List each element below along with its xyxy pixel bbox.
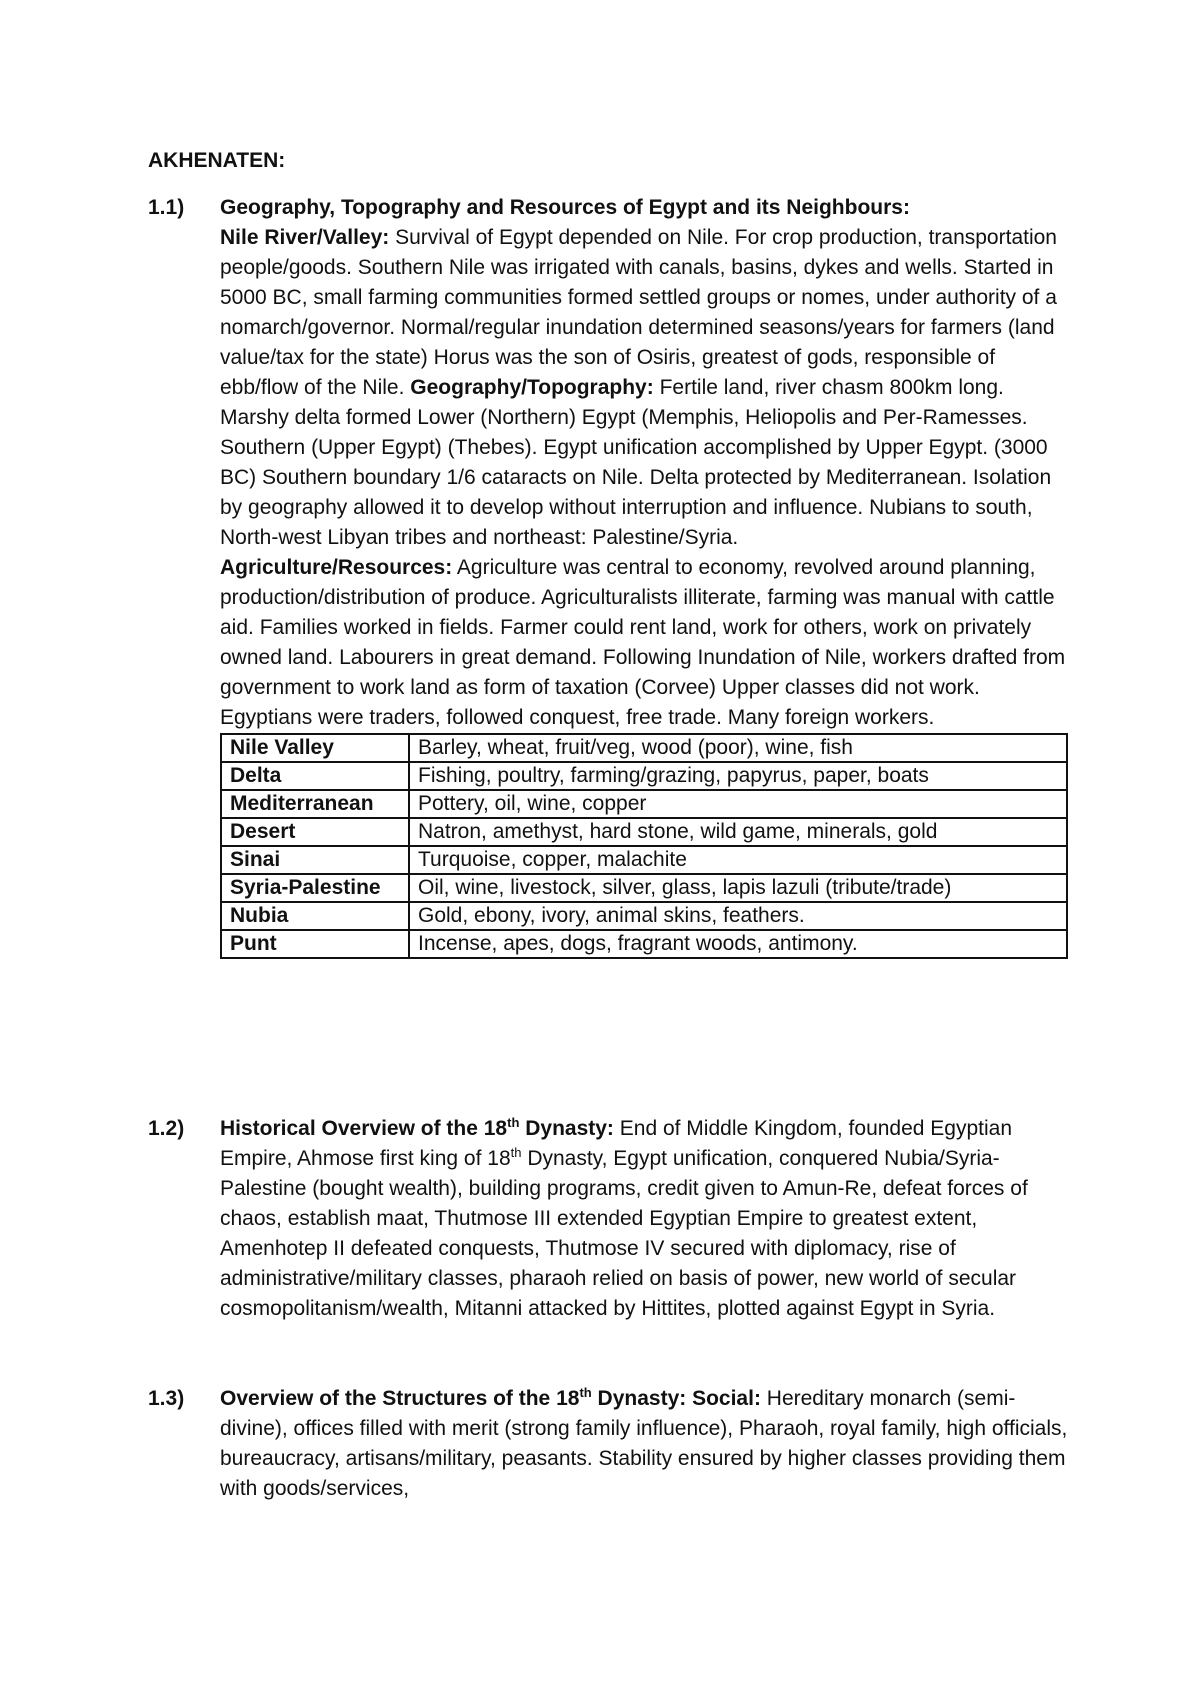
table-cell-resources: Barley, wheat, fruit/veg, wood (poor), wine, fish — [409, 734, 1067, 762]
heading-text: Dynasty: — [519, 1117, 614, 1140]
section-heading — [220, 1387, 761, 1410]
document-title: AKHENATEN: — [148, 149, 286, 172]
heading-text: Dynasty: Social: — [591, 1387, 761, 1410]
table-cell-region: Punt — [221, 930, 409, 958]
section-paragraph — [220, 223, 1068, 553]
table-row — [221, 818, 1067, 846]
section-1-1 — [148, 193, 1068, 959]
section-number: 1.3) — [148, 1387, 185, 1410]
topic-label-geography: Geography/Topography: — [410, 376, 654, 399]
resources-table — [220, 733, 1068, 959]
heading-text: Historical Overview of the 18 — [220, 1117, 508, 1140]
topic-label-nile: Nile River/Valley: — [220, 226, 390, 249]
section-body — [220, 1384, 1068, 1504]
table-cell-resources: Pottery, oil, wine, copper — [409, 790, 1067, 818]
table-cell-resources: Fishing, poultry, farming/grazing, papyrus, paper, boats — [409, 762, 1067, 790]
table-row — [221, 874, 1067, 902]
section-heading — [220, 1117, 614, 1140]
table-cell-region: Mediterranean — [221, 790, 409, 818]
topic-text-geography: Fertile land, river chasm 800km long. Marshy delta formed Lower (Northern) Egypt (Memphis, Heliopolis and Per-Ramesses. Southern (Upper Egypt) (Thebes). Egypt unification accomplished by Upper Egypt. (3000 BC) Southern boundary 1/6 cataracts on Nile. Delta protected by Mediterranean. Isolation by geography allowed it to develop without interruption and influence. Nubians to south, North-west Libyan tribes and northeast: Palestine/Syria. — [220, 376, 1052, 549]
table-cell-resources: Gold, ebony, ivory, animal skins, feathers. — [409, 902, 1067, 930]
table-cell-resources: Incense, apes, dogs, fragrant woods, antimony. — [409, 930, 1067, 958]
table-row — [221, 902, 1067, 930]
topic-text-agriculture: Agriculture was central to economy, revolved around planning, production/distribution of produce. Agriculturalists illiterate, farming was manual with cattle aid. Families worked in fields. Farmer could rent land, work for others, work on privately owned land. Labourers in great demand. Following Inundation of Nile, workers drafted from government to work land as form of taxation (Corvee) Upper classes did not work. Egyptians were traders, followed conquest, free trade. Many foreign workers. — [220, 556, 1066, 729]
table-cell-resources: Oil, wine, livestock, silver, glass, lapis lazuli (tribute/trade) — [409, 874, 1067, 902]
table-cell-region: Syria-Palestine — [221, 874, 409, 902]
table-cell-resources: Turquoise, copper, malachite — [409, 846, 1067, 874]
section-number: 1.1) — [148, 196, 185, 219]
section-number: 1.2) — [148, 1117, 185, 1140]
table-row — [221, 734, 1067, 762]
table-cell-region: Sinai — [221, 846, 409, 874]
section-text: End of Middle Kingdom, founded Egyptian Empire, Ahmose first king of 18 — [220, 1117, 1013, 1170]
heading-superscript: th — [579, 1385, 592, 1400]
section-heading: Geography, Topography and Resources of Egypt and its Neighbours: — [220, 196, 910, 219]
section-paragraph — [220, 553, 1068, 733]
table-cell-region: Nile Valley — [221, 734, 409, 762]
heading-text: Overview of the Structures of the 18 — [220, 1387, 580, 1410]
table-cell-region: Nubia — [221, 902, 409, 930]
topic-label-agriculture: Agriculture/Resources: — [220, 556, 453, 579]
section-text: Dynasty, Egypt unification, conquered Nubia/Syria-Palestine (bought wealth), building programs, credit given to Amun-Re, defeat forces of chaos, establish maat, Thutmose III extended Egyptian Empire to greatest extent, Amenhotep II defeated conquests, Thutmose IV secured with diplomacy, rise of administrative/military classes, pharaoh relied on basis of power, new world of secular cosmopolitanism/wealth, Mitanni attacked by Hittites, plotted against Egypt in Syria. — [220, 1147, 1028, 1320]
section-body — [220, 1114, 1068, 1324]
text-superscript: th — [510, 1145, 522, 1160]
table-cell-region: Desert — [221, 818, 409, 846]
table-row — [221, 790, 1067, 818]
table-row — [221, 762, 1067, 790]
section-body — [220, 193, 1068, 959]
table-cell-resources: Natron, amethyst, hard stone, wild game, minerals, gold — [409, 818, 1067, 846]
section-text: Hereditary monarch (semi-divine), offices filled with merit (strong family influence), Pharaoh, royal family, high officials, bureaucracy, artisans/military, peasants. Stability ensured by higher classes providing them with goods/services, — [220, 1387, 1068, 1500]
heading-superscript: th — [507, 1115, 520, 1130]
table-row — [221, 846, 1067, 874]
section-1-2 — [148, 1114, 1068, 1324]
table-cell-region: Delta — [221, 762, 409, 790]
section-1-3 — [148, 1384, 1068, 1504]
table-row — [221, 930, 1067, 958]
topic-text-nile: Survival of Egypt depended on Nile. For crop production, transportation people/goods. Southern Nile was irrigated with canals, basins, dykes and wells. Started in 5000 BC, small farming communities formed settled groups or nomes, under authority of a nomarch/governor. Normal/regular inundation determined seasons/years for farmers (land value/tax for the state) Horus was the son of Osiris, greatest of gods, responsible of ebb/flow of the Nile. — [220, 226, 1057, 399]
